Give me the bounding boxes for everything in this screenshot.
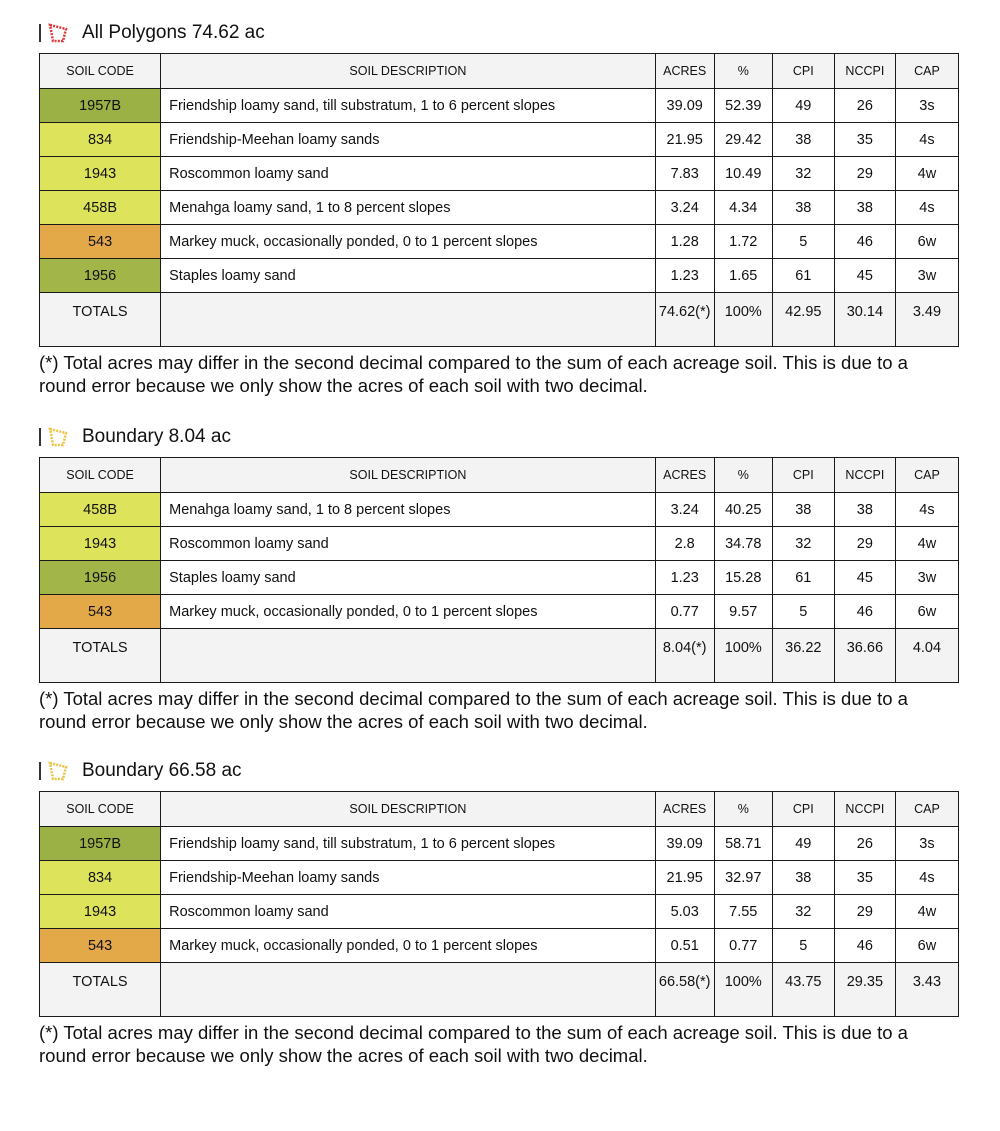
soil-description-cell: Friendship-Meehan loamy sands xyxy=(161,123,656,157)
rounding-note: (*) Total acres may differ in the second decimal compared to the sum of each acreage soil. This is due to a round error because we only show the acres of each soil with two decimal. xyxy=(39,688,908,732)
totals-label: TOTALS xyxy=(40,629,161,683)
nccpi-cell: 35 xyxy=(834,123,895,157)
totals-description-empty xyxy=(161,963,656,1017)
totals-cap: 3.43 xyxy=(895,963,958,1017)
soil-description-cell: Menahga loamy sand, 1 to 8 percent slopes xyxy=(161,493,656,527)
header-nccpi: NCCPI xyxy=(834,792,895,827)
table-row xyxy=(40,561,959,595)
soil-description-cell: Markey muck, occasionally ponded, 0 to 1 percent slopes xyxy=(161,595,656,629)
header-percent: % xyxy=(714,458,772,493)
totals-description-empty xyxy=(161,293,656,347)
cap-cell: 4s xyxy=(895,493,958,527)
percent-cell: 58.71 xyxy=(714,827,772,861)
cpi-cell: 49 xyxy=(772,89,834,123)
totals-percent: 100% xyxy=(714,293,772,347)
totals-cap: 4.04 xyxy=(895,629,958,683)
table-row xyxy=(40,929,959,963)
soil-description-cell: Staples loamy sand xyxy=(161,259,656,293)
percent-cell: 29.42 xyxy=(714,123,772,157)
totals-row xyxy=(40,293,959,347)
cap-cell: 6w xyxy=(895,929,958,963)
percent-cell: 0.77 xyxy=(714,929,772,963)
percent-cell: 52.39 xyxy=(714,89,772,123)
percent-cell: 32.97 xyxy=(714,861,772,895)
soil-code-cell: 834 xyxy=(40,861,161,895)
table-row xyxy=(40,595,959,629)
totals-label: TOTALS xyxy=(40,293,161,347)
percent-cell: 10.49 xyxy=(714,157,772,191)
totals-description-empty xyxy=(161,629,656,683)
soil-code-cell: 543 xyxy=(40,225,161,259)
header-nccpi: NCCPI xyxy=(834,54,895,89)
heading-divider xyxy=(39,762,41,780)
header-percent: % xyxy=(714,792,772,827)
nccpi-cell: 46 xyxy=(834,929,895,963)
header-soil-code: SOIL CODE xyxy=(40,792,161,827)
acres-cell: 0.77 xyxy=(655,595,714,629)
table-row xyxy=(40,157,959,191)
cpi-cell: 61 xyxy=(772,259,834,293)
soil-description-cell: Menahga loamy sand, 1 to 8 percent slopes xyxy=(161,191,656,225)
cap-cell: 3s xyxy=(895,827,958,861)
totals-cpi: 36.22 xyxy=(772,629,834,683)
totals-label: TOTALS xyxy=(40,963,161,1017)
cap-cell: 4s xyxy=(895,123,958,157)
soil-code-cell: 1957B xyxy=(40,89,161,123)
soil-code-cell: 1956 xyxy=(40,259,161,293)
header-acres: ACRES xyxy=(655,792,714,827)
totals-row xyxy=(40,629,959,683)
cpi-cell: 49 xyxy=(772,827,834,861)
acres-cell: 0.51 xyxy=(655,929,714,963)
table-row xyxy=(40,259,959,293)
acres-cell: 1.23 xyxy=(655,561,714,595)
totals-cap: 3.49 xyxy=(895,293,958,347)
soil-code-cell: 1957B xyxy=(40,827,161,861)
soil-code-cell: 834 xyxy=(40,123,161,157)
nccpi-cell: 45 xyxy=(834,561,895,595)
totals-row xyxy=(40,963,959,1017)
nccpi-cell: 38 xyxy=(834,191,895,225)
header-soil-description: SOIL DESCRIPTION xyxy=(161,792,656,827)
header-nccpi: NCCPI xyxy=(834,458,895,493)
acres-cell: 21.95 xyxy=(655,861,714,895)
header-percent: % xyxy=(714,54,772,89)
header-soil-description: SOIL DESCRIPTION xyxy=(161,54,656,89)
totals-cpi: 42.95 xyxy=(772,293,834,347)
acres-cell: 7.83 xyxy=(655,157,714,191)
soil-code-cell: 543 xyxy=(40,929,161,963)
cap-cell: 6w xyxy=(895,225,958,259)
rounding-note: (*) Total acres may differ in the second decimal compared to the sum of each acreage soil. This is due to a round error because we only show the acres of each soil with two decimal. xyxy=(39,1022,908,1066)
soil-description-cell: Markey muck, occasionally ponded, 0 to 1 percent slopes xyxy=(161,225,656,259)
percent-cell: 34.78 xyxy=(714,527,772,561)
acres-cell: 2.8 xyxy=(655,527,714,561)
nccpi-cell: 26 xyxy=(834,827,895,861)
header-soil-code: SOIL CODE xyxy=(40,54,161,89)
cap-cell: 4s xyxy=(895,191,958,225)
header-soil-code: SOIL CODE xyxy=(40,458,161,493)
acres-cell: 21.95 xyxy=(655,123,714,157)
header-cap: CAP xyxy=(895,792,958,827)
soil-section-all-polygons xyxy=(39,19,959,397)
section-title: Boundary 66.58 ac xyxy=(82,760,242,781)
percent-cell: 1.72 xyxy=(714,225,772,259)
cpi-cell: 5 xyxy=(772,225,834,259)
header-cpi: CPI xyxy=(772,54,834,89)
table-row xyxy=(40,123,959,157)
nccpi-cell: 29 xyxy=(834,157,895,191)
soil-description-cell: Friendship-Meehan loamy sands xyxy=(161,861,656,895)
cap-cell: 4w xyxy=(895,895,958,929)
nccpi-cell: 26 xyxy=(834,89,895,123)
percent-cell: 4.34 xyxy=(714,191,772,225)
totals-nccpi: 30.14 xyxy=(834,293,895,347)
acres-cell: 39.09 xyxy=(655,89,714,123)
heading-divider xyxy=(39,428,41,446)
table-header-row xyxy=(40,458,959,493)
totals-percent: 100% xyxy=(714,629,772,683)
acres-cell: 1.23 xyxy=(655,259,714,293)
acres-cell: 1.28 xyxy=(655,225,714,259)
nccpi-cell: 35 xyxy=(834,861,895,895)
table-header-row xyxy=(40,54,959,89)
cap-cell: 3w xyxy=(895,561,958,595)
soil-description-cell: Roscommon loamy sand xyxy=(161,895,656,929)
nccpi-cell: 38 xyxy=(834,493,895,527)
table-row xyxy=(40,895,959,929)
acres-cell: 3.24 xyxy=(655,493,714,527)
table-row xyxy=(40,827,959,861)
header-cap: CAP xyxy=(895,54,958,89)
heading-divider xyxy=(39,24,41,42)
header-acres: ACRES xyxy=(655,458,714,493)
cpi-cell: 61 xyxy=(772,561,834,595)
soil-table xyxy=(39,791,959,1017)
nccpi-cell: 29 xyxy=(834,527,895,561)
soil-code-cell: 1943 xyxy=(40,157,161,191)
table-row xyxy=(40,89,959,123)
section-heading xyxy=(39,757,959,785)
percent-cell: 9.57 xyxy=(714,595,772,629)
header-cpi: CPI xyxy=(772,792,834,827)
section-title: All Polygons 74.62 ac xyxy=(82,22,265,43)
cpi-cell: 5 xyxy=(772,929,834,963)
table-row xyxy=(40,861,959,895)
nccpi-cell: 46 xyxy=(834,225,895,259)
cpi-cell: 32 xyxy=(772,157,834,191)
totals-acres: 74.62(*) xyxy=(655,293,714,347)
totals-acres: 8.04(*) xyxy=(655,629,714,683)
soil-description-cell: Friendship loamy sand, till substratum, 1 to 6 percent slopes xyxy=(161,827,656,861)
percent-cell: 40.25 xyxy=(714,493,772,527)
totals-cpi: 43.75 xyxy=(772,963,834,1017)
table-row xyxy=(40,225,959,259)
soil-code-cell: 1956 xyxy=(40,561,161,595)
totals-percent: 100% xyxy=(714,963,772,1017)
totals-nccpi: 36.66 xyxy=(834,629,895,683)
cpi-cell: 38 xyxy=(772,123,834,157)
nccpi-cell: 29 xyxy=(834,895,895,929)
table-header-row xyxy=(40,792,959,827)
cap-cell: 3s xyxy=(895,89,958,123)
section-title: Boundary 8.04 ac xyxy=(82,426,231,447)
polygon-red-icon xyxy=(46,22,70,44)
soil-code-cell: 458B xyxy=(40,493,161,527)
polygon-yellow-icon xyxy=(46,760,70,782)
cpi-cell: 32 xyxy=(772,895,834,929)
soil-description-cell: Friendship loamy sand, till substratum, 1 to 6 percent slopes xyxy=(161,89,656,123)
cap-cell: 4w xyxy=(895,527,958,561)
soil-section-boundary-2 xyxy=(39,757,959,1067)
cpi-cell: 38 xyxy=(772,493,834,527)
soil-description-cell: Markey muck, occasionally ponded, 0 to 1 percent slopes xyxy=(161,929,656,963)
table-row xyxy=(40,527,959,561)
soil-code-cell: 543 xyxy=(40,595,161,629)
header-cpi: CPI xyxy=(772,458,834,493)
percent-cell: 15.28 xyxy=(714,561,772,595)
soil-description-cell: Roscommon loamy sand xyxy=(161,527,656,561)
cap-cell: 4w xyxy=(895,157,958,191)
cpi-cell: 38 xyxy=(772,861,834,895)
soil-description-cell: Roscommon loamy sand xyxy=(161,157,656,191)
soil-table xyxy=(39,457,959,683)
acres-cell: 5.03 xyxy=(655,895,714,929)
cap-cell: 6w xyxy=(895,595,958,629)
nccpi-cell: 45 xyxy=(834,259,895,293)
percent-cell: 1.65 xyxy=(714,259,772,293)
percent-cell: 7.55 xyxy=(714,895,772,929)
cpi-cell: 5 xyxy=(772,595,834,629)
section-heading xyxy=(39,423,959,451)
acres-cell: 3.24 xyxy=(655,191,714,225)
header-soil-description: SOIL DESCRIPTION xyxy=(161,458,656,493)
cap-cell: 3w xyxy=(895,259,958,293)
rounding-note: (*) Total acres may differ in the second decimal compared to the sum of each acreage soil. This is due to a round error because we only show the acres of each soil with two decimal. xyxy=(39,352,908,396)
cpi-cell: 32 xyxy=(772,527,834,561)
soil-code-cell: 1943 xyxy=(40,895,161,929)
header-cap: CAP xyxy=(895,458,958,493)
cpi-cell: 38 xyxy=(772,191,834,225)
table-row xyxy=(40,191,959,225)
soil-section-boundary-1 xyxy=(39,423,959,733)
soil-code-cell: 1943 xyxy=(40,527,161,561)
soil-description-cell: Staples loamy sand xyxy=(161,561,656,595)
soil-code-cell: 458B xyxy=(40,191,161,225)
totals-nccpi: 29.35 xyxy=(834,963,895,1017)
header-acres: ACRES xyxy=(655,54,714,89)
nccpi-cell: 46 xyxy=(834,595,895,629)
table-row xyxy=(40,493,959,527)
section-heading xyxy=(39,19,959,47)
soil-table xyxy=(39,53,959,347)
acres-cell: 39.09 xyxy=(655,827,714,861)
totals-acres: 66.58(*) xyxy=(655,963,714,1017)
cap-cell: 4s xyxy=(895,861,958,895)
polygon-yellow-icon xyxy=(46,426,70,448)
